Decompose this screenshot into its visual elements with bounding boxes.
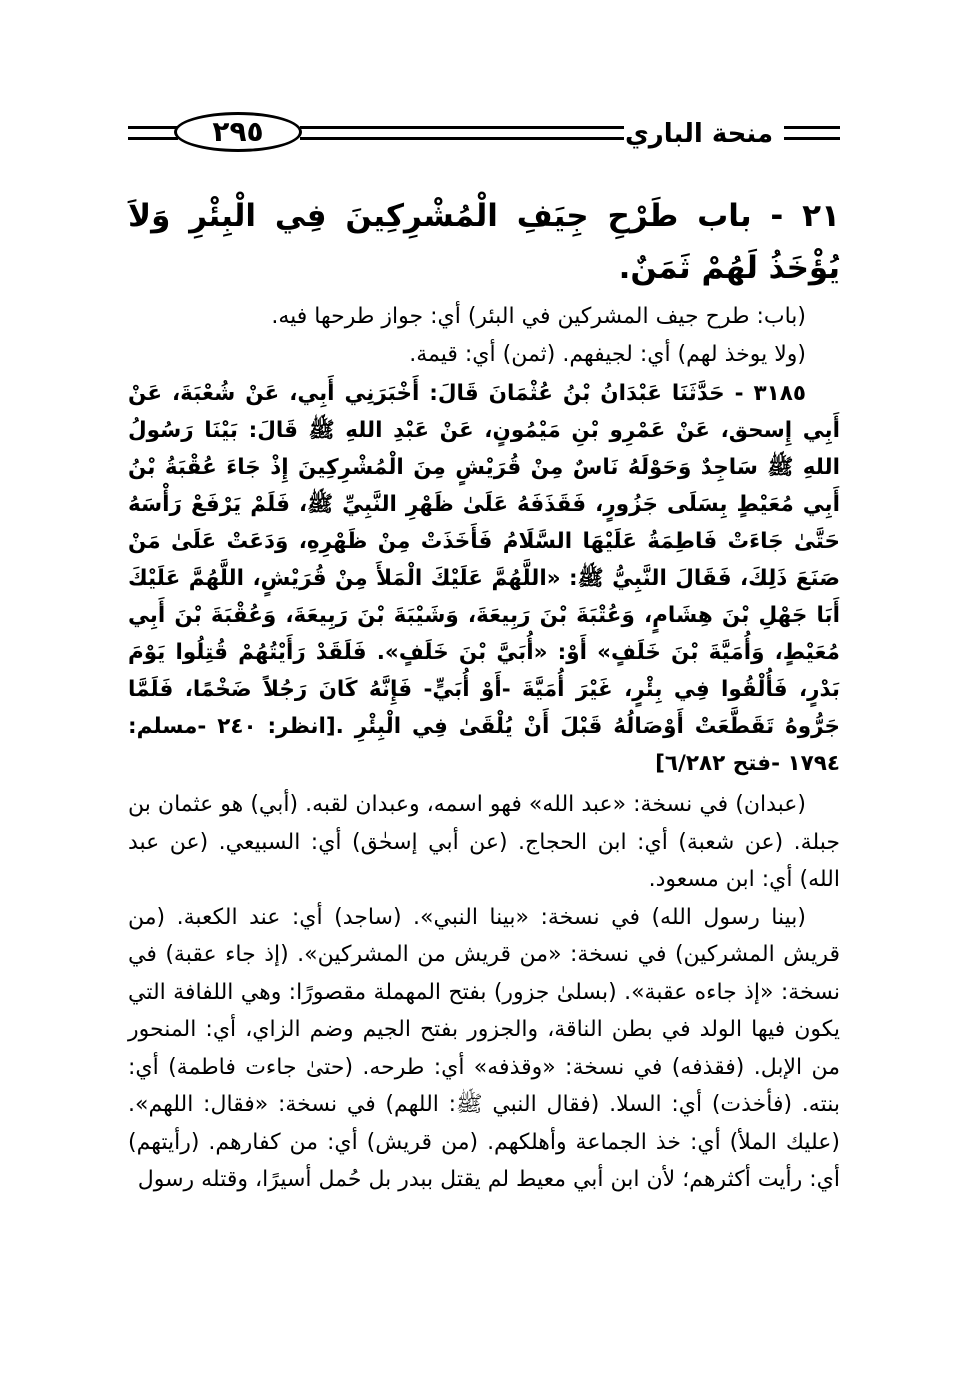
commentary-paragraph: (عبدان) في نسخة: «عبد الله» فهو اسمه، وعبدان لقبه. (أبي) هو عثمان بن جبلة. (عن شعبة) أي: ابن الحجاج. (عن أبي إسحٰق) أي: السبيعي. (عن عبد الله) أي: ابن مسعود. bbox=[128, 792, 840, 892]
page-number: ٢٩٥ bbox=[174, 112, 302, 152]
commentary-intro-line: (باب: طرح جيف المشركين في البئر) أي: جواز طرحها فيه. bbox=[271, 304, 806, 329]
chapter-title: ٢١ - باب طَرْحِ جِيَفِ الْمُشْرِكِينَ فِي الْبِئْرِ وَلاَ يُؤْخَذُ لَهُمْ ثَمَنٌ. bbox=[128, 198, 840, 286]
header-rule-right bbox=[784, 126, 840, 140]
commentary-intro-line: (ولا يوخذ لهم) أي: لجيفهم. (ثمن) أي: قيمة. bbox=[409, 341, 806, 367]
hadith-text: ٣١٨٥ - حَدَّثَنَا عَبْدَانُ بْنُ عُثْمَانَ قَالَ: أَخْبَرَنِي أَبِي، عَنْ شُعْبَةَ، عَنْ أَبِي إِسحق، عَنْ عَمْرِو بْنِ مَيْمُونٍ، عَنْ عَبْدِ اللهِ ﷺ قَالَ: بَيْنَا رَسُولُ اللهِ ﷺ سَاجِدٌ وَحَوْلَهُ نَاسٌ مِنْ قُرَيْشٍ مِنَ الْمُشْرِكِينَ إِذْ جَاءَ عُقْبَةُ بْنُ أَبِي مُعَيْطٍ بِسَلَى جَزُورٍ، فَقَذَفَهُ عَلَىٰ ظَهْرِ النَّبِيِّ ﷺ، فَلَمْ يَرْفَعْ رَأْسَهُ حَتَّىٰ جَاءَتْ فَاطِمَةُ عَلَيْهَا السَّلَامُ فَأَخَذَتْ مِنْ ظَهْرِهِ، وَدَعَتْ عَلَىٰ مَنْ صَنَعَ ذَلِكَ، فَقَالَ النَّبِيُّ ﷺ: «اللَّهُمَّ عَلَيْكَ الْمَلأَ مِنْ قُرَيْشٍ، اللَّهُمَّ عَلَيْكَ أَبَا جَهْلِ بْنَ هِشَامٍ، وَعُتْبَةَ بْنَ رَبِيعَةَ، وَشَيْبَةَ بْنَ رَبِيعَةَ، وَعُقْبَةَ بْنَ أَبِي مُعَيْطٍ، وَأُمَيَّةَ بْنَ خَلَفٍ» أَوْ: «أُبَيَّ بْنَ خَلَفٍ». فَلَقَدْ رَأَيْتُهُمْ قُتِلُوا يَوْمَ بَدْرٍ، فَأُلْقُوا فِي بِئْرٍ، غَيْرَ أُمَيَّةَ -أَوْ أُبَيٍّ- فَإِنَّهُ كَانَ رَجُلاً ضَخْمًا، فَلَمَّا جَرُّوهُ تَقَطَّعَتْ أَوْصَالُهُ قَبْلَ أَنْ يُلْقَىٰ فِي الْبِئْرِ .[انظر: ٢٤٠ -مسلم: ١٧٩٤ -فتح ٦/٢٨٢] bbox=[128, 381, 840, 776]
page-body bbox=[128, 190, 840, 1199]
book-title: منحة الباري bbox=[624, 114, 774, 154]
running-header bbox=[128, 108, 840, 160]
header-rule-left bbox=[128, 126, 178, 140]
commentary-paragraph: (بينا رسول الله) في نسخة: «بينا النبي». (ساجد) أي: عند الكعبة. (من قريش المشركين) في نسخة: «من قريش من المشركين». (إذ جاء عقبة) في نسخة: «إذ جاءه عقبة». (بسلىٰ جزور) بفتح المهملة مقصورًا: وهي اللفافة التي يكون فيها الولد في بطن الناقة، والجزور بفتح الجيم وضم الزاي، أي: المنحور من الإبل. (فقذفه) في نسخة: «وقذفه» أي: طرحه. (حتىٰ جاءت فاطمة) أي: بنته. (فأخذت) أي: السلا. (فقال النبي ﷺ: اللهم) في نسخة: «فقال: اللهم». (عليك الملأ) أي: خذ الجماعة وأهلكهم. (من قريش) أي: من كفارهم. (رأيتهم) أي: رأيت أكثرهم؛ لأن ابن أبي معيط لم يقتل ببدر بل حُمل أسيرًا، وقتله رسول bbox=[128, 904, 840, 1192]
